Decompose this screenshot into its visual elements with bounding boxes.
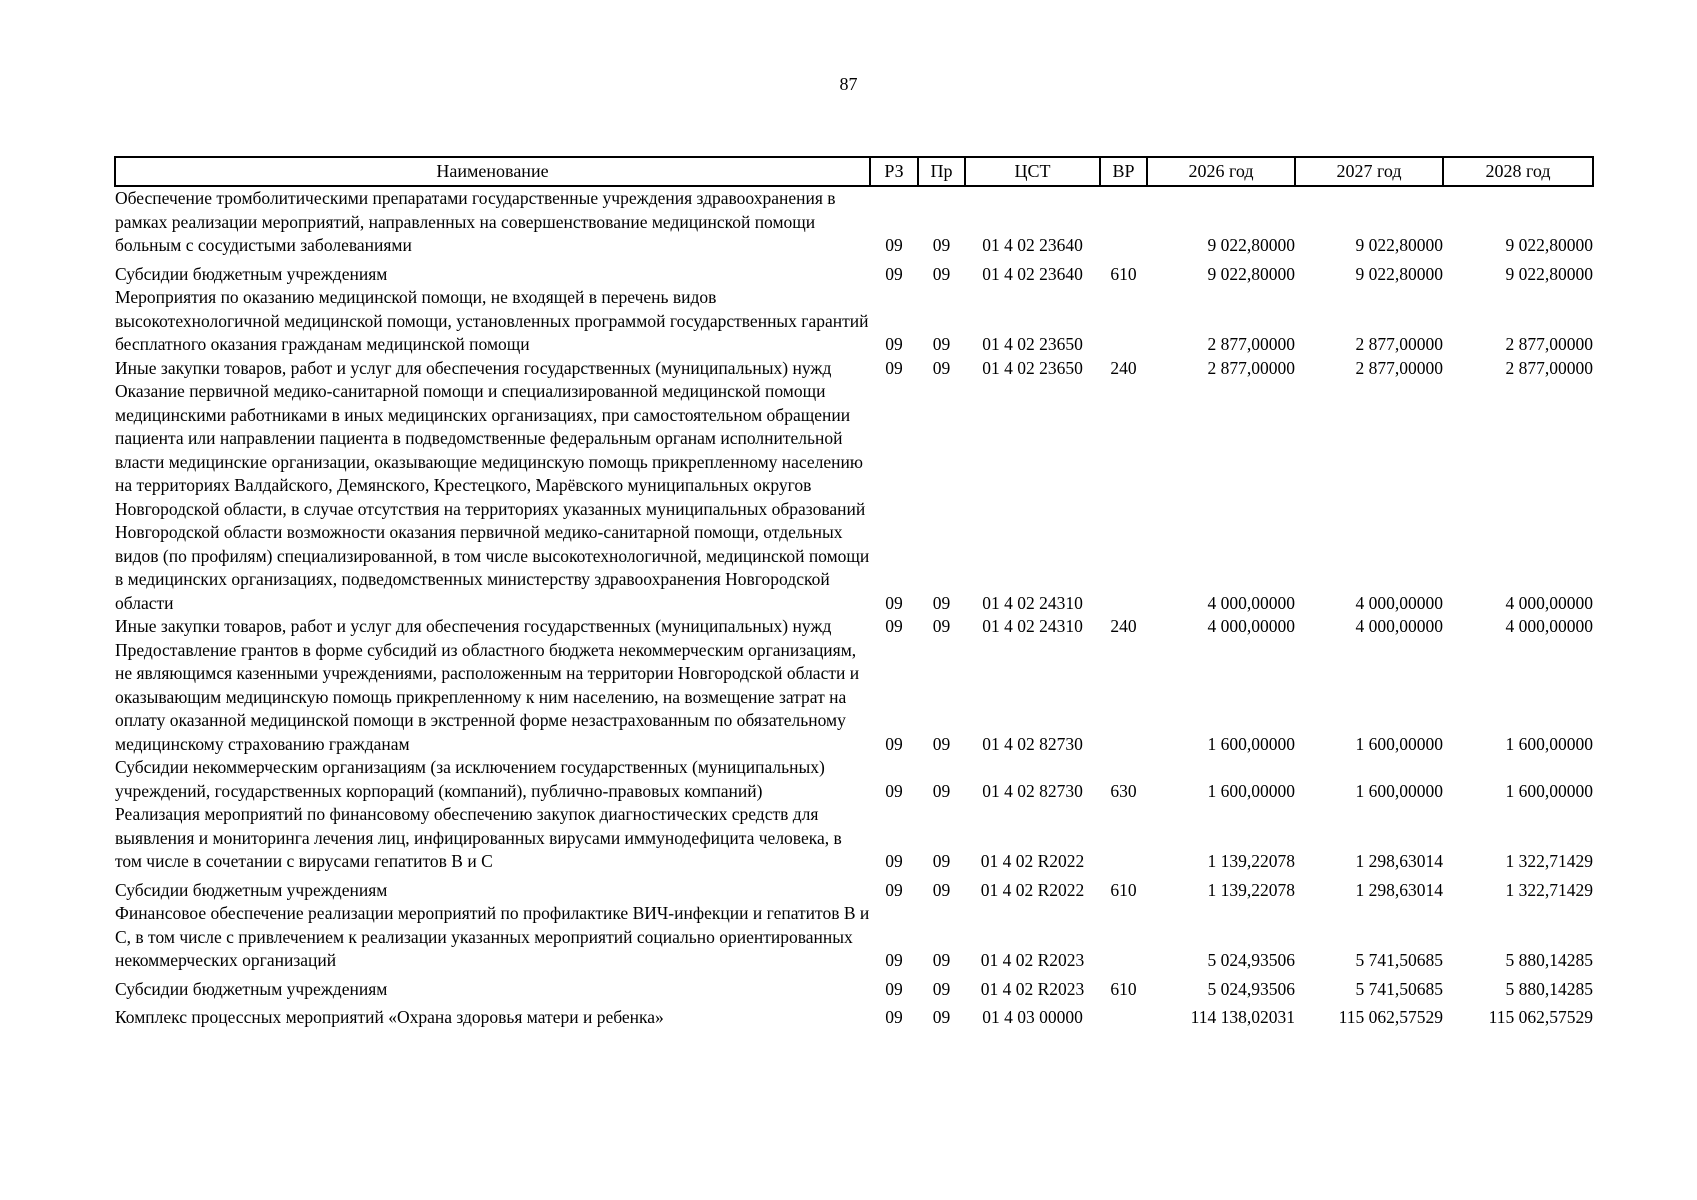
table-row [115,973,1593,1002]
table-row [115,803,1593,874]
row-2028: 2 877,00000 [1505,334,1593,354]
row-vr [1100,803,1147,874]
row-name: Предоставление грантов в форме субсидий из областного бюджета некоммерческим организациям, не являющимся казенными учреждениями, расположенным на территории Новгородской области и оказывающим медицинскую помощь прикрепленному к ним населению, на возмещение затрат на оплату оказанной медицинской помощи в экстренной форме незастрахованным по обязательному медицинскому страхованию гражданам [115,639,860,754]
row-rz: 09 [885,235,903,255]
row-2027: 2 877,00000 [1355,334,1443,354]
row-cst: 01 4 02 23640 [982,263,1083,284]
row-cst: 01 4 02 23650 [982,357,1083,378]
header-cst: ЦСТ [965,157,1100,186]
row-2027: 115 062,57529 [1338,1007,1443,1027]
row-pr: 09 [932,357,951,378]
row-vr [1100,380,1147,615]
row-rz: 09 [885,1007,903,1027]
row-name: Комплекс процессных мероприятий «Охрана здоровья матери и ребенка» [115,1007,664,1027]
row-2026: 1 600,00000 [1207,780,1295,801]
row-rz: 09 [885,334,903,354]
header-rz: РЗ [870,157,918,186]
row-pr: 09 [932,263,951,284]
table-row [115,258,1593,287]
row-2026: 114 138,02031 [1190,1007,1295,1027]
row-rz: 09 [885,357,903,378]
row-name: Субсидии бюджетным учреждениям [115,879,388,900]
row-2028: 9 022,80000 [1505,263,1593,284]
row-vr [1100,186,1147,258]
table-row [115,380,1593,615]
row-2027: 5 741,50685 [1355,978,1443,999]
row-rz: 09 [885,950,903,970]
row-cst: 01 4 02 82730 [982,780,1083,801]
row-pr: 09 [932,1007,951,1027]
row-2027: 2 877,00000 [1355,357,1443,378]
row-name: Субсидии бюджетным учреждениям [115,978,388,999]
row-vr: 630 [1110,780,1137,801]
row-rz: 09 [885,879,903,900]
row-2028: 5 880,14285 [1505,978,1593,999]
table-header [115,157,1593,186]
row-cst: 01 4 02 24310 [982,592,1083,613]
row-2027: 1 298,63014 [1355,879,1443,900]
row-name: Реализация мероприятий по финансовому обеспечению закупок диагностических средств для выявления и мониторинга лечения лиц, инфицированных вирусами иммунодефицита человека, в том числе в сочетании с вирусами гепатитов B и C [115,804,842,871]
row-cst: 01 4 02 82730 [982,733,1083,754]
row-2027: 4 000,00000 [1355,592,1443,613]
row-rz: 09 [885,978,903,999]
row-2028: 4 000,00000 [1505,592,1593,613]
row-vr: 610 [1110,263,1137,284]
header-2027: 2027 год [1295,157,1443,186]
header-2028: 2028 год [1443,157,1593,186]
page-number: 87 [839,74,858,94]
row-2028: 1 600,00000 [1505,733,1593,754]
row-2026: 5 024,93506 [1207,950,1295,970]
row-vr [1100,1001,1147,1030]
row-vr: 610 [1110,879,1137,900]
row-cst: 01 4 03 00000 [982,1007,1083,1027]
header-vr: ВР [1100,157,1147,186]
row-name: Субсидии бюджетным учреждениям [115,263,388,284]
row-2028: 1 600,00000 [1505,780,1593,801]
row-rz: 09 [885,592,903,613]
row-2026: 9 022,80000 [1207,235,1295,255]
row-2028: 5 880,14285 [1505,950,1593,970]
row-cst: 01 4 02 24310 [982,616,1083,636]
row-name: Финансовое обеспечение реализации мероприятий по профилактике ВИЧ-инфекции и гепатитов B и C, в том числе с привлечением к реализации указанных мероприятий социально ориентированных некоммерческих организаций [115,903,870,970]
table-row [115,286,1593,357]
header-pr: Пр [918,157,965,186]
row-2028: 1 322,71429 [1505,851,1593,871]
row-2026: 1 139,22078 [1207,851,1295,871]
row-cst: 01 4 02 R2023 [980,978,1085,999]
row-2026: 4 000,00000 [1207,616,1295,636]
row-2028: 4 000,00000 [1505,616,1593,636]
row-2026: 1 600,00000 [1207,733,1295,754]
row-name: Иные закупки товаров, работ и услуг для обеспечения государственных (муниципальных) нужд [115,616,832,636]
row-rz: 09 [885,851,903,871]
row-cst: 01 4 02 23640 [982,235,1083,255]
row-2027: 4 000,00000 [1355,616,1443,636]
row-pr: 09 [932,616,951,636]
row-rz: 09 [885,616,903,636]
table-row [115,357,1593,381]
table-row [115,874,1593,903]
row-name: Мероприятия по оказанию медицинской помощи, не входящей в перечень видов высокотехнологичной медицинской помощи, установленных программой государственных гарантий бесплатного оказания гражданам медицинской помощи [115,287,869,354]
row-pr: 09 [932,851,951,871]
row-pr: 09 [932,235,951,255]
row-2027: 1 600,00000 [1355,780,1443,801]
row-vr: 610 [1110,978,1137,999]
row-rz: 09 [885,263,903,284]
row-2027: 1 298,63014 [1355,851,1443,871]
row-2026: 2 877,00000 [1207,334,1295,354]
row-cst: 01 4 02 R2022 [980,879,1085,900]
row-rz: 09 [885,780,903,801]
row-2028: 115 062,57529 [1488,1007,1593,1027]
row-2027: 9 022,80000 [1355,235,1443,255]
table-row [115,756,1593,803]
row-2027: 9 022,80000 [1355,263,1443,284]
header-row [115,157,1593,186]
table-row [115,615,1593,639]
row-2026: 1 139,22078 [1207,879,1295,900]
row-cst: 01 4 02 23650 [982,334,1083,354]
row-2026: 9 022,80000 [1207,263,1295,284]
row-pr: 09 [932,879,951,900]
row-pr: 09 [932,592,951,613]
row-2026: 5 024,93506 [1207,978,1295,999]
row-pr: 09 [932,978,951,999]
table-body [115,186,1593,1030]
row-name: Субсидии некоммерческим организациям (за исключением государственных (муниципальных) учреждений, государственных корпораций (компаний), публично-правовых компаний) [115,757,825,801]
table-row [115,639,1593,757]
row-2027: 1 600,00000 [1355,733,1443,754]
budget-table [114,156,1594,1030]
table-row [115,902,1593,973]
row-2027: 5 741,50685 [1355,950,1443,970]
table-row [115,1001,1593,1030]
row-vr: 240 [1110,616,1137,636]
row-name: Обеспечение тромболитическими препаратами государственные учреждения здравоохранения в рамках реализации мероприятий, направленных на совершенствование медицинской помощи больным с сосудистыми заболеваниями [115,188,836,255]
row-vr [1100,902,1147,973]
row-2026: 2 877,00000 [1207,357,1295,378]
row-2028: 9 022,80000 [1505,235,1593,255]
row-vr [1100,639,1147,757]
row-name: Иные закупки товаров, работ и услуг для обеспечения государственных (муниципальных) нужд [115,357,832,378]
row-cst: 01 4 02 R2022 [980,851,1085,871]
row-vr [1100,286,1147,357]
table-row [115,186,1593,258]
header-name: Наименование [115,157,870,186]
row-2028: 1 322,71429 [1505,879,1593,900]
row-pr: 09 [932,334,951,354]
row-rz: 09 [885,733,903,754]
row-2026: 4 000,00000 [1207,592,1295,613]
row-pr: 09 [932,733,951,754]
row-pr: 09 [932,780,951,801]
row-name: Оказание первичной медико-санитарной помощи и специализированной медицинской помощи медицинскими работниками в иных медицинских организациях, при самостоятельном обращении пациента или направлении пациента в подведомственные федеральным органам исполнительной власти медицинские организации, оказывающие медицинскую помощь прикрепленному населению на территориях Валдайского, Демянского, Крестецкого, Марёвского муниципальных округов Новгородской области, в случае отсутствия на территориях указанных муниципальных образований Новгородской области возможности оказания первичной медико-санитарной помощи, отдельных видов (по профилям) специализированной, в том числе высокотехнологичной, медицинской помощи в медицинских организациях, подведомственных министерству здравоохранения Новгородской области [115,381,870,613]
row-2028: 2 877,00000 [1505,357,1593,378]
row-cst: 01 4 02 R2023 [980,950,1085,970]
row-pr: 09 [932,950,951,970]
row-vr: 240 [1110,357,1137,378]
header-2026: 2026 год [1147,157,1295,186]
